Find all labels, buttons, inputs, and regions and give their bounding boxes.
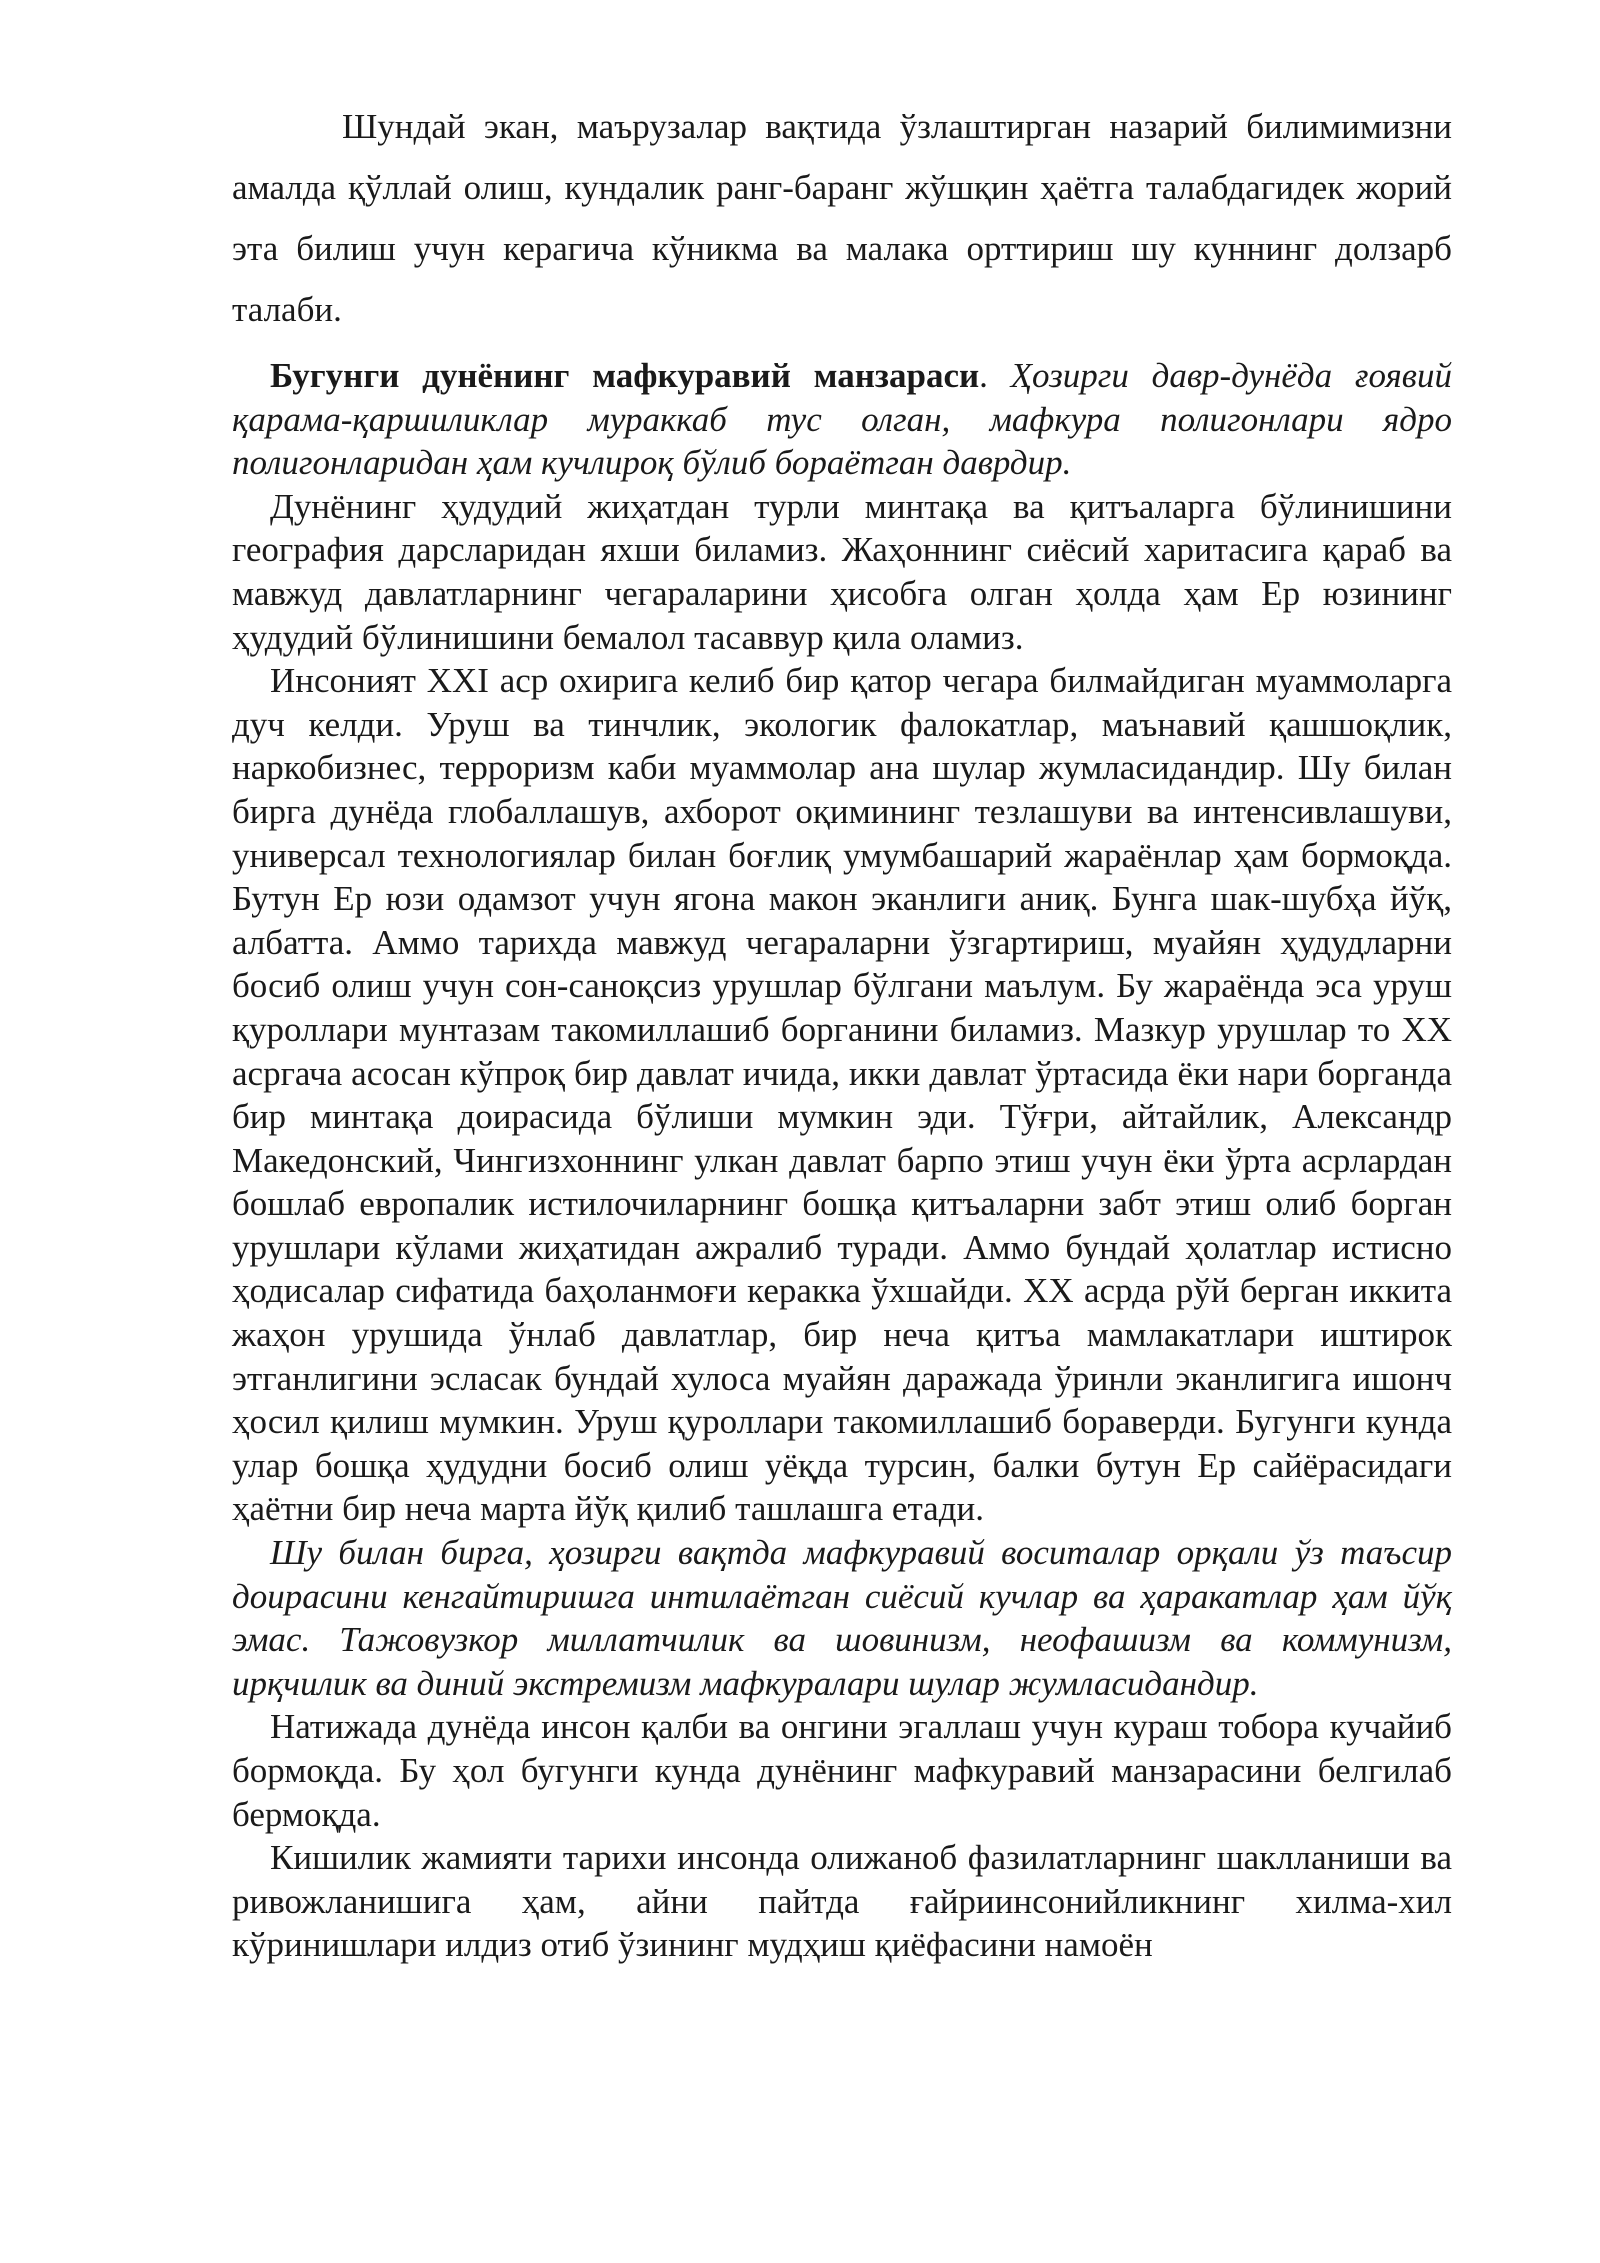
- section-heading: Бугунги дунёнинг мафкуравий манзараси: [270, 356, 980, 395]
- paragraph-society-history: Кишилик жамияти тарихи инсонда олижаноб фазилатларнинг шаклланиши ва ривожланишига ҳам, айни пайтда ғайриинсонийликнинг хилма-хил кўринишлари илдиз отиб ўзининг мудҳиш қиёфасини намоён: [232, 1838, 1452, 1965]
- paragraph-struggle: Натижада дунёда инсон қалби ва онгини эгаллаш учун кураш тобора кучайиб бормоқда. Бу ҳол бугунги кунда дунёнинг мафкуравий манзарасини белгилаб бермоқда.: [232, 1707, 1452, 1834]
- section-lead-paragraph: [232, 354, 1452, 485]
- paragraph-ideological-forces: Шу билан бирга, ҳозирги вақтда мафкуравий воситалар орқали ўз таъсир доирасини кенгайтиришга интилаётган сиёсий кучлар ва ҳаракатлар ҳам йўқ эмас. Тажовузкор миллатчилик ва шовинизм, неофашизм ва коммунизм, ирқчилик ва диний экстремизм мафкуралари шулар жумласидандир.: [232, 1533, 1452, 1703]
- paragraph-geography: Дунёнинг ҳудудий жиҳатдан турли минтақа ва қитъаларга бўлинишини география дарсларидан яхши биламиз. Жаҳоннинг сиёсий харитасига қараб ва мавжуд давлатларнинг чегараларини ҳисобга олган ҳолда ҳам Ер юзининг ҳудудий бўлинишини бемалол тасаввур қила оламиз.: [232, 486, 1452, 657]
- main-section: [232, 354, 1452, 1967]
- section-heading-dot: .: [979, 356, 988, 395]
- intro-paragraph: Шундай экан, маърузалар вақтида ўзлаштирган назарий билимимизни амалда қўллай олиш, кундалик ранг-баранг жўшқин ҳаётга талабдагидек жорий эта билиш учун керагича кўникма ва малака орттириш шу куннинг долзарб талаби.: [232, 107, 1452, 329]
- intro-section: [232, 96, 1452, 340]
- section-lead-italic: Ҳозирги давр-дунёда ғоявий қарама-қаршиликлар мураккаб тус олган, мафкура полигонлари ядро полигонларидан ҳам кучлироқ бўлиб бораётган даврдир.: [232, 356, 1452, 483]
- paragraph-global-problems: Инсоният XXI аср охирига келиб бир қатор чегара билмайдиган муаммоларга дуч келди. Уруш ва тинчлик, экологик фалокатлар, маънавий қашшоқлик, наркобизнес, терроризм каби муаммолар ана шулар жумласидандир. Шу билан бирга дунёда глобаллашув, ахборот оқимининг тезлашуви ва интенсивлашуви, универсал технологиялар билан боғлиқ умумбашарий жараёнлар ҳам бормоқда. Бутун Ер юзи одамзот учун ягона макон эканлиги аниқ. Бунга шак-шубҳа йўқ, албатта. Аммо тарихда мавжуд чегараларни ўзгартириш, муайян ҳудудларни босиб олиш учун сон-саноқсиз урушлар бўлгани маълум. Бу жараёнда эса уруш қуроллари мунтазам такомиллашиб борганини биламиз. Мазкур урушлар то XX асргача асосан кўпроқ бир давлат ичида, икки давлат ўртасида ёки нари борганда бир минтақа доирасида бўлиши мумкин эди. Тўғри, айтайлик, Александр Македонский, Чингизхоннинг улкан давлат барпо этиш учун ёки ўрта асрлардан бошлаб европалик истилочиларнинг бошқа қитъаларни забт этиш олиб борган урушлари кўлами жиҳатидан ажралиб туради. Аммо бундай ҳолатлар истисно ҳодисалар сифатида баҳоланмоғи керакка ўхшайди. XX асрда рўй берган иккита жаҳон урушида ўнлаб давлатлар, бир неча қитъа мамлакатлари иштирок этганлигини эсласак бундай хулоса муайян даражада ўринли эканлигига ишонч ҳосил қилиш мумкин. Уруш қуроллари такомиллашиб бораверди. Бугунги кунда улар бошқа ҳудудни босиб олиш уёқда турсин, балки бутун Ер сайёрасидаги ҳаётни бир неча марта йўқ қилиб ташлашга етади.: [232, 661, 1452, 1529]
